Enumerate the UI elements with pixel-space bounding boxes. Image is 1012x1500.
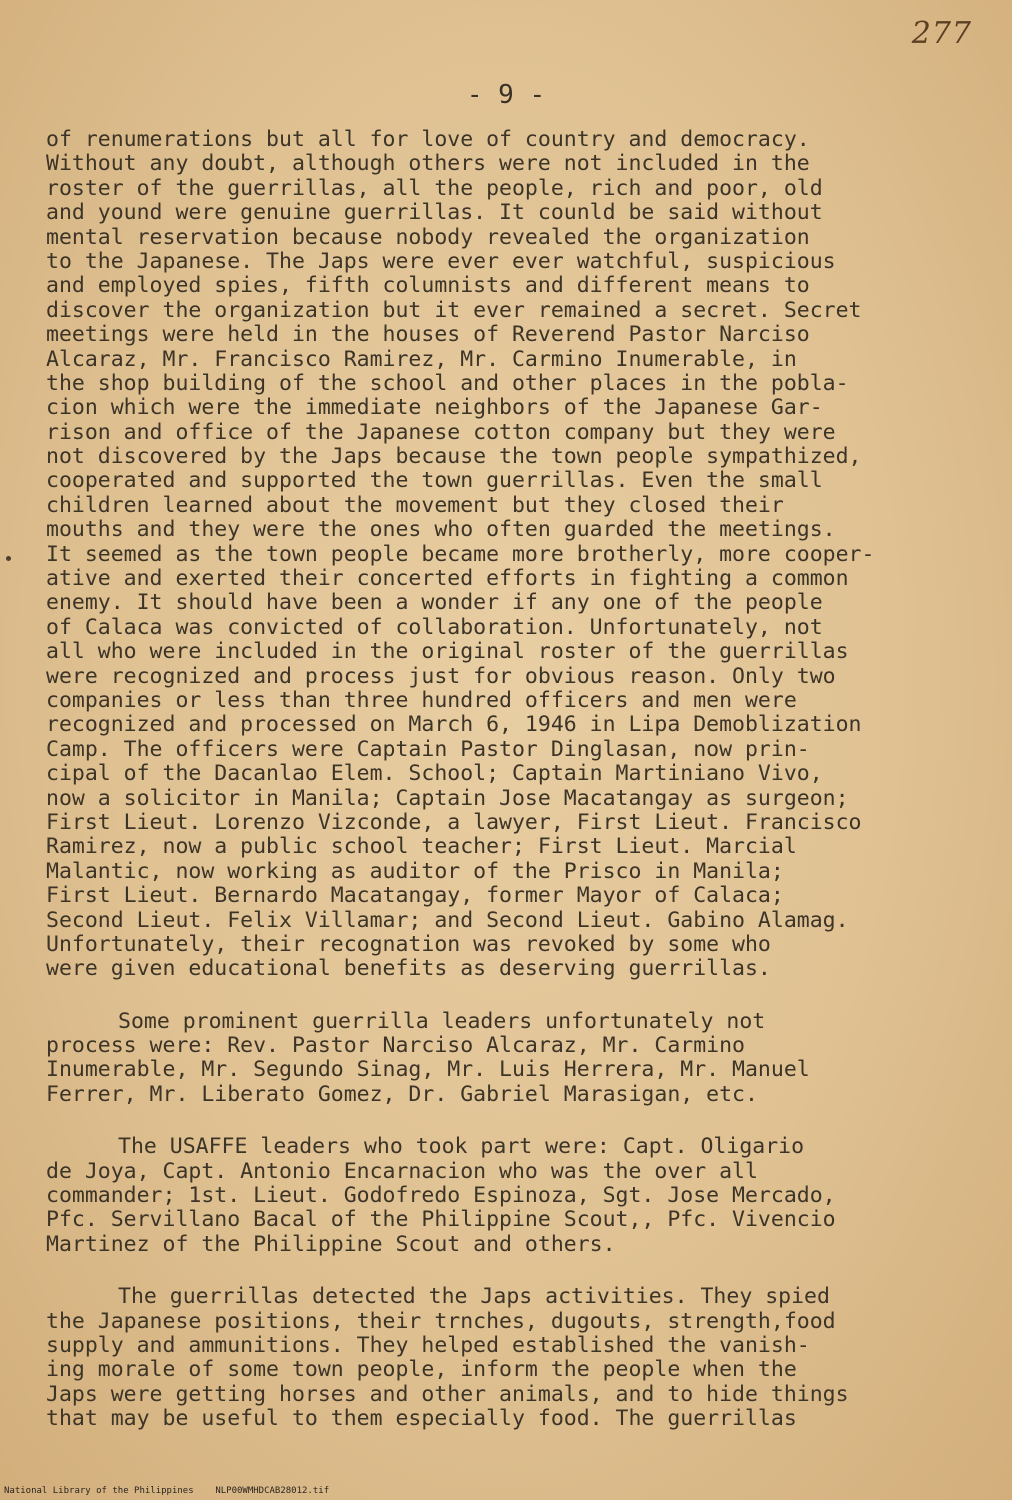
paragraph-4 [46,1285,986,1431]
text-line: that may be useful to them especially food. The guerrillas [46,1406,797,1432]
text-line: Martinez of the Philippine Scout and others. [46,1231,616,1257]
folio-number: 277 [911,16,972,51]
text-line: cooperated and supported the town guerrillas. Even the small [46,468,823,494]
text-line: not discovered by the Japs because the town people sympathized, [46,444,862,470]
text-line: mouths and they were the ones who often guarded the meetings. [46,517,836,543]
text-line: ative and exerted their concerted efforts in fighting a common [46,566,849,592]
text-line: Japs were getting horses and other animals, and to hide things [46,1381,849,1407]
text-line: de Joya, Capt. Antonio Encarnacion who was the over all [46,1158,758,1184]
text-line: commander; 1st. Lieut. Godofredo Espinoza, Sgt. Jose Mercado, [46,1183,836,1209]
margin-mark [6,556,11,561]
text-line: Ramirez, now a public school teacher; First Lieut. Marcial [46,834,797,860]
text-line: Camp. The officers were Captain Pastor Dinglasan, now prin- [46,736,810,762]
text-line: Alcaraz, Mr. Francisco Ramirez, Mr. Carmino Inumerable, in [46,346,797,372]
text-line: Ferrer, Mr. Liberato Gomez, Dr. Gabriel Marasigan, etc. [46,1081,758,1107]
text-line: It seemed as the town people became more brotherly, more cooper- [46,541,875,567]
text-line: children learned about the movement but they closed their [46,492,784,518]
text-line: First Lieut. Bernardo Macatangay, former Mayor of Calaca; [46,883,784,909]
text-line: Unfortunately, their recognation was revoked by some who [46,931,771,957]
text-line: the shop building of the school and other places in the pobla- [46,370,849,396]
text-line: were given educational benefits as deserving guerrillas. [46,956,771,982]
text-line: roster of the guerrillas, all the people, rich and poor, old [46,175,823,201]
paragraph-1 [46,128,986,982]
text-line: Pfc. Servillano Bacal of the Philippine Scout,, Pfc. Vivencio [46,1207,836,1233]
text-line: supply and ammunitions. They helped established the vanish- [46,1332,810,1358]
text-line: companies or less than three hundred officers and men were [46,687,797,713]
text-line: Malantic, now working as auditor of the Prisco in Manila; [46,858,784,884]
text-line: mental reservation because nobody revealed the organization [46,224,810,250]
text-line: enemy. It should have been a wonder if any one of the people [46,590,823,616]
text-line: the Japanese positions, their trnches, dugouts, strength,food [46,1308,836,1334]
text-line: cipal of the Dacanlao Elem. School; Captain Martiniano Vivo, [46,761,823,787]
text-line: Inumerable, Mr. Segundo Sinag, Mr. Luis Herrera, Mr. Manuel [46,1057,810,1083]
text-line: cion which were the immediate neighbors of the Japanese Gar- [46,395,823,421]
archive-footer: National Library of the Philippines NLP00WMHDCAB28012.tif [4,1486,330,1496]
text-line: and yound were genuine guerrillas. It counld be said without [46,200,823,226]
text-line: rison and office of the Japanese cotton company but they were [46,419,836,445]
text-line: The USAFFE leaders who took part were: Capt. Oligario [118,1134,805,1160]
text-line: and employed spies, fifth columnists and different means to [46,273,810,299]
text-line: process were: Rev. Pastor Narciso Alcaraz, Mr. Carmino [46,1033,745,1059]
text-line: of renumerations but all for love of country and democracy. [46,127,810,152]
text-line: Some prominent guerrilla leaders unfortunately not [118,1008,766,1034]
text-line: ing morale of some town people, inform the people when the [46,1357,797,1383]
paragraph-2 [46,1010,986,1108]
text-line: of Calaca was convicted of collaboration. Unfortunately, not [46,614,823,640]
text-line: First Lieut. Lorenzo Vizconde, a lawyer, First Lieut. Francisco [46,809,862,835]
text-line: discover the organization but it ever remained a secret. Secret [46,297,862,323]
text-line: Without any doubt, although others were not included in the [46,151,810,177]
text-line: were recognized and process just for obvious reason. Only two [46,663,836,689]
text-line: to the Japanese. The Japs were ever ever watchful, suspicious [46,248,836,274]
text-line: Second Lieut. Felix Villamar; and Second Lieut. Gabino Alamag. [46,907,849,933]
paragraph-3 [46,1135,986,1257]
text-line: The guerrillas detected the Japs activities. They spied [118,1284,830,1310]
document-body [46,128,986,1432]
text-line: now a solicitor in Manila; Captain Jose Macatangay as surgeon; [46,785,849,811]
page-number: - 9 - [466,80,546,110]
text-line: meetings were held in the houses of Reverend Pastor Narciso [46,322,810,348]
text-line: recognized and processed on March 6, 1946 in Lipa Demoblization [46,712,862,738]
text-line: all who were included in the original roster of the guerrillas [46,639,849,665]
